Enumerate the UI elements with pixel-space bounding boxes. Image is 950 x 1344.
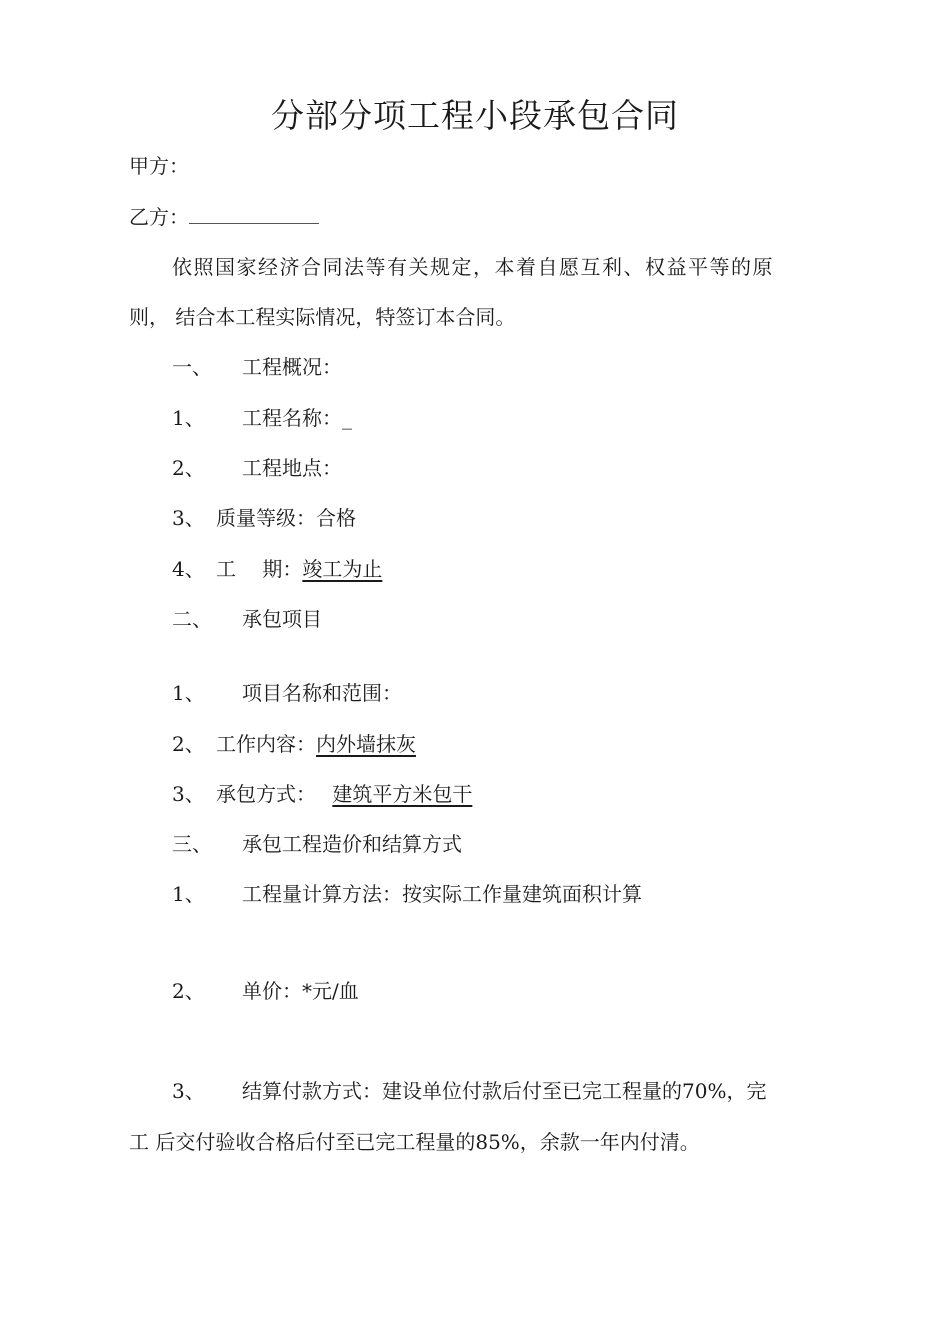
item-number: 2、 — [172, 456, 205, 480]
section-title: 承包工程造价和结算方式 — [242, 832, 462, 856]
item-number: 1、 — [172, 882, 205, 906]
party-a-line — [129, 152, 189, 180]
page-title: 分部分项工程小段承包合同 — [271, 96, 679, 135]
party-a-label: 甲方： — [129, 154, 189, 178]
item-number: 1、 — [172, 406, 205, 430]
item-text: 单价：*元/血 — [242, 979, 359, 1003]
section-2-heading — [172, 605, 322, 633]
party-b-label: 乙方： — [129, 205, 189, 229]
item-value: 竣工为止 — [302, 557, 383, 581]
item-number: 3、 — [172, 1079, 205, 1103]
section-number: 三、 — [172, 832, 212, 856]
section-title: 工程概况： — [242, 355, 342, 379]
item-value: 建筑平方米包干 — [332, 782, 473, 806]
section-title: 承包项目 — [242, 607, 322, 631]
item-label: 工作内容： — [216, 732, 316, 756]
item-number: 4、 — [172, 557, 205, 581]
list-item — [172, 977, 359, 1005]
list-item — [172, 454, 342, 482]
intro-paragraph-line-2: 则， 结合本工程实际情况，特签订本合同。 — [129, 305, 516, 329]
item-text: 结算付款方式：建设单位付款后付至已完工程量的70%，完 — [242, 1079, 767, 1103]
item-number: 2、 — [172, 979, 205, 1003]
section-number: 二、 — [172, 607, 212, 631]
party-b-blank — [189, 202, 319, 224]
list-item — [172, 504, 356, 532]
item-number: 2、 — [172, 732, 205, 756]
section-3-heading — [172, 830, 462, 858]
item-number: 3、 — [172, 506, 205, 530]
list-item — [172, 1077, 766, 1105]
list-item — [172, 780, 472, 808]
list-item — [172, 404, 352, 432]
item-number: 3、 — [172, 782, 205, 806]
list-item — [172, 679, 402, 707]
item-label: 项目名称和范围： — [242, 681, 402, 705]
list-item — [172, 880, 642, 908]
section-number: 一、 — [172, 355, 212, 379]
party-b-line — [129, 202, 319, 231]
item-number: 1、 — [172, 681, 205, 705]
item-text: 工程量计算方法：按实际工作量建筑面积计算 — [242, 882, 642, 906]
item-label: 工程地点： — [242, 456, 342, 480]
item-label: 工 期： — [216, 557, 303, 581]
item-label: 承包方式： — [216, 782, 323, 806]
section-1-heading — [172, 353, 342, 381]
list-item — [172, 555, 382, 583]
list-item — [172, 730, 416, 758]
list-item-continuation: 工 后交付验收合格后付至已完工程量的85%，余款一年内付清。 — [129, 1130, 700, 1154]
item-value: 内外墙抹灰 — [316, 732, 416, 756]
intro-paragraph-line-1: 依照国家经济合同法等有关规定，本着自愿互利、权益平等的原 — [172, 255, 774, 279]
item-label: 质量等级： — [216, 506, 316, 530]
item-label: 工程名称：_ — [242, 406, 352, 430]
item-value: 合格 — [316, 506, 356, 530]
